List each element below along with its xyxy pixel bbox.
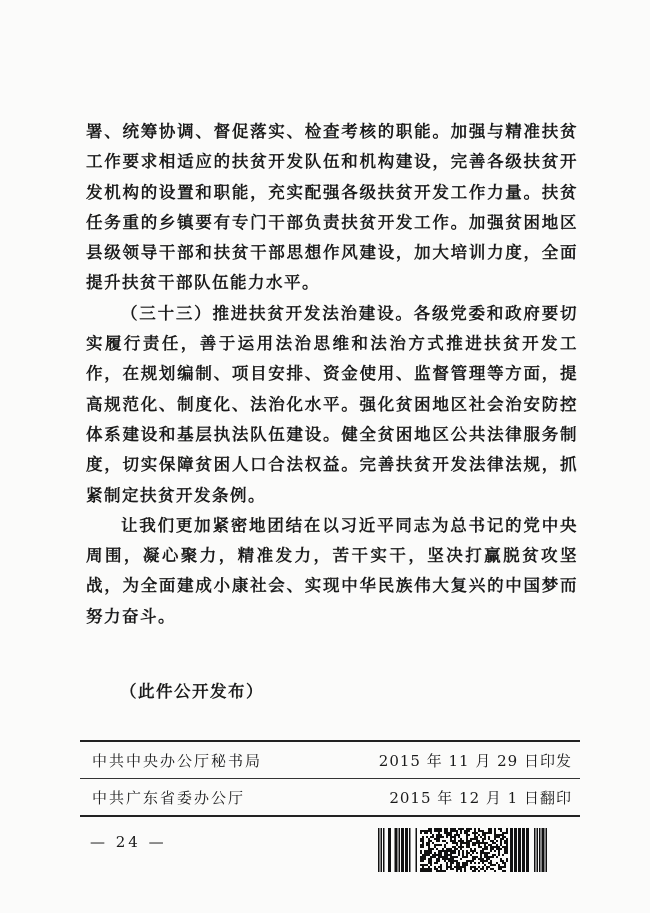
issue-date: 2015 年 11 月 29 日印发 xyxy=(378,751,572,770)
reprinter-name: 中共广东省委办公厅 xyxy=(92,788,246,807)
document-body xyxy=(86,117,578,632)
paragraph-1: 署、统筹协调、督促落实、检查考核的职能。加强与精准扶贫工作要求相适应的扶贫开发队伍和机构建设，完善各级扶贫开发机构的设置和职能，充实配强各级扶贫开发工作力量。扶贫任务重的乡镇要有专门干部负责扶贫开发工作。加强贫困地区县级领导干部和扶贫干部思想作风建设，加大培训力度，全面提升扶贫干部队伍能力水平。 xyxy=(86,122,578,293)
colophon xyxy=(80,740,580,817)
barcode-icon xyxy=(378,828,548,872)
reprint-date: 2015 年 12 月 1 日翻印 xyxy=(389,788,572,807)
colophon-line-issuer xyxy=(80,742,580,778)
paragraph-2: （三十三）推进扶贫开发法治建设。各级党委和政府要切实履行责任，善于运用法治思维和法治方式推进扶贫开发工作，在规划编制、项目安排、资金使用、监督管理等方面，提高规范化、制度化、法治化水平。强化贫困地区社会治安防控体系建设和基层执法队伍建设。健全贫困地区公共法律服务制度，切实保障贫困人口合法权益。完善扶贫开发法律法规，抓紧制定扶贫开发条例。 xyxy=(86,303,578,505)
public-release-note: （此件公开发布） xyxy=(120,682,264,701)
paragraph-3: 让我们更加紧密地团结在以习近平同志为总书记的党中央周围，凝心聚力，精准发力，苦干实干，坚决打赢脱贫攻坚战，为全面建成小康社会、实现中华民族伟大复兴的中国梦而努力奋斗。 xyxy=(86,515,578,626)
page-number: — 24 — xyxy=(90,833,167,851)
issuer-name: 中共中央办公厅秘书局 xyxy=(92,751,263,770)
colophon-bottom-rule xyxy=(80,815,580,817)
colophon-line-reprinter xyxy=(80,779,580,815)
